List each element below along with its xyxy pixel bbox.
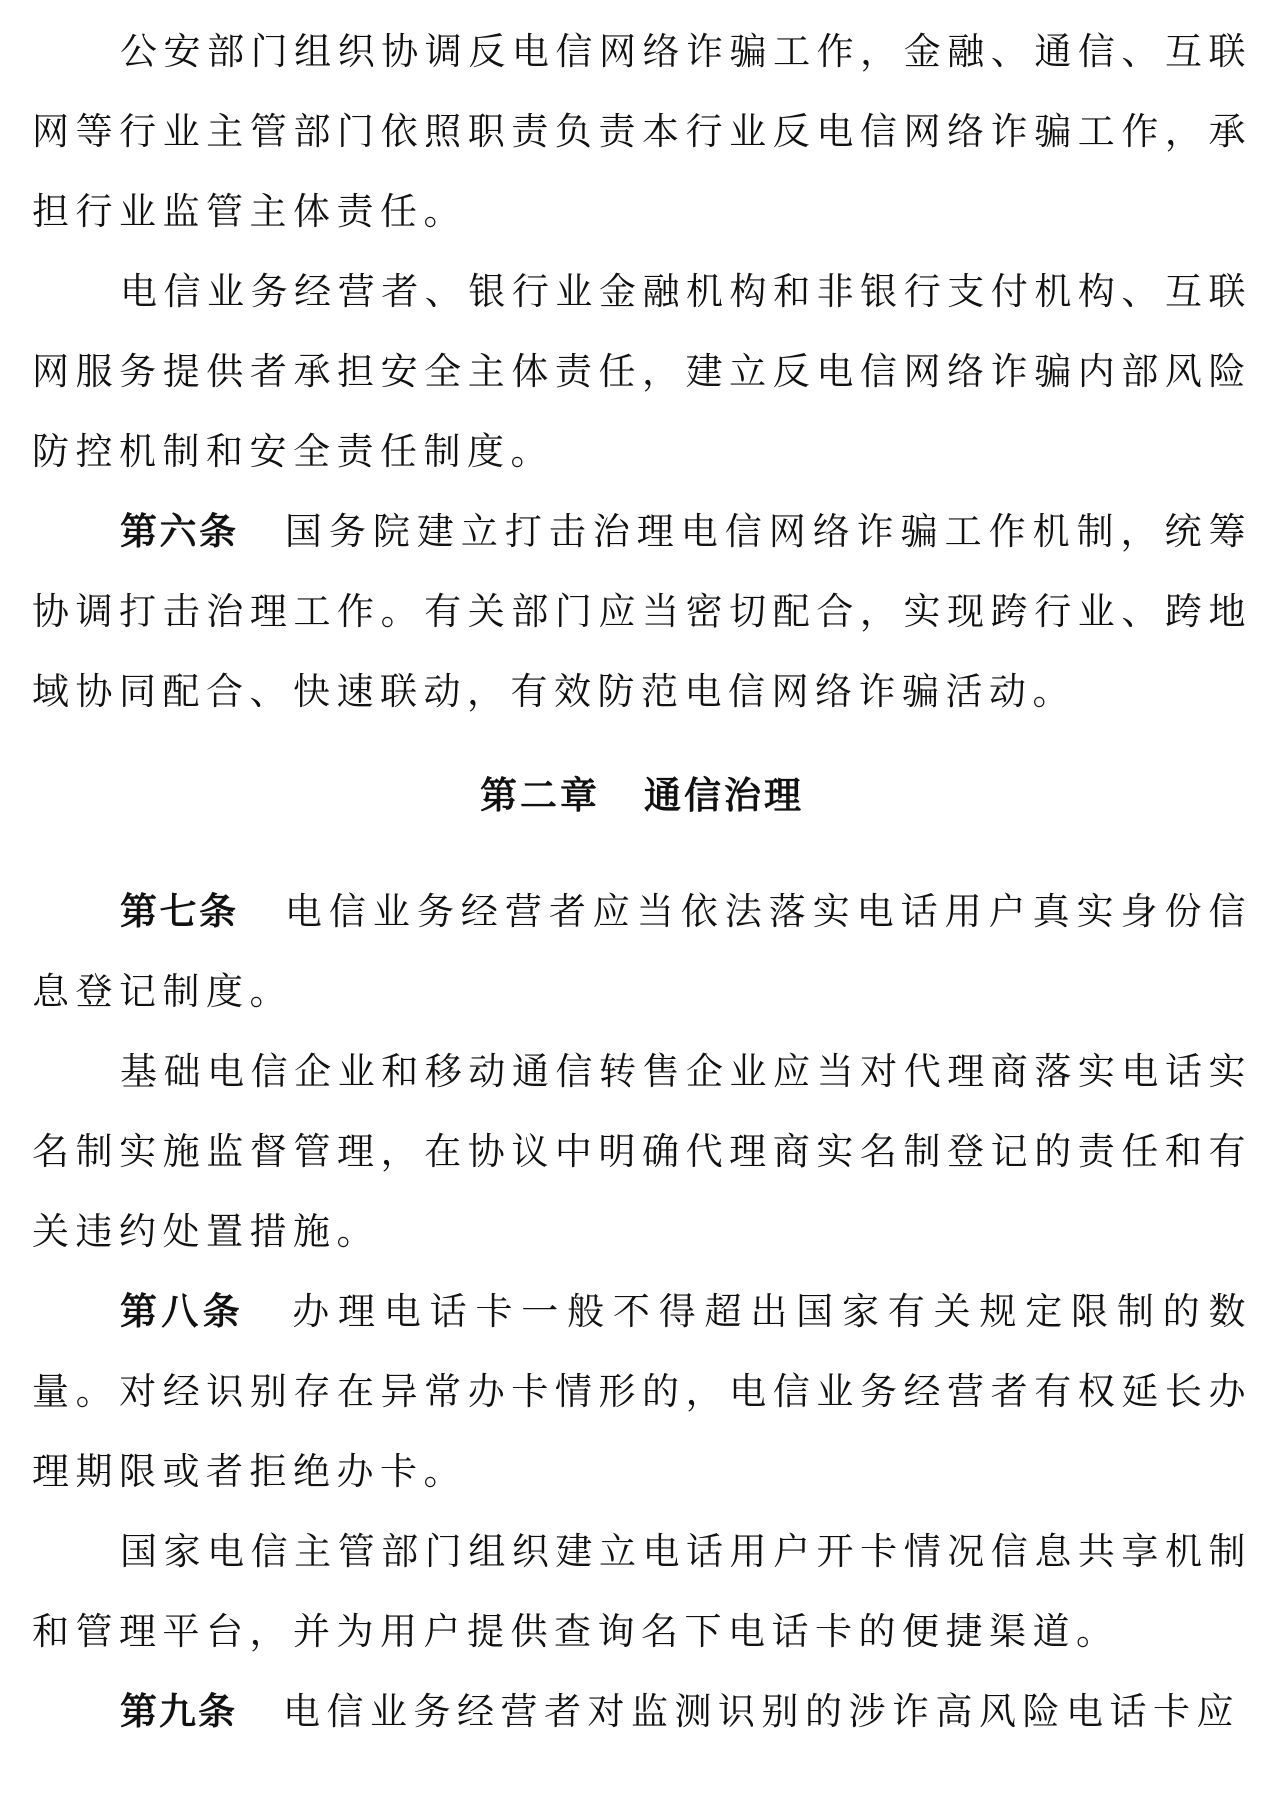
paragraph-text: 基础电信企业和移动通信转售企业应当对代理商落实电话实名制实施监督管理，在协议中明确代理商实名制登记的责任和有关违约处置措施。 <box>32 1050 1252 1253</box>
paragraph <box>32 12 1252 252</box>
chapter-heading <box>32 756 1252 836</box>
paragraph-text: 电信业务经营者应当依法落实电话用户真实身份信息登记制度。 <box>32 890 1253 1013</box>
paragraph-text: 电信业务经营者、银行业金融机构和非银行支付机构、互联网服务提供者承担安全主体责任，建立反电信网络诈骗内部风险防控机制和安全责任制度。 <box>32 270 1252 473</box>
article-paragraph <box>32 872 1252 1032</box>
paragraph <box>32 252 1252 492</box>
paragraph <box>32 1032 1252 1272</box>
paragraph-text: 国务院建立打击治理电信网络诈骗工作机制，统筹协调打击治理工作。有关部门应当密切配合，实现跨行业、跨地域协同配合、快速联动，有效防范电信网络诈骗活动。 <box>32 510 1253 713</box>
chapter-title: 通信治理 <box>644 774 804 817</box>
article-number: 第七条 <box>120 890 239 933</box>
chapter-number: 第二章 <box>480 774 600 817</box>
paragraph <box>32 1512 1252 1672</box>
document-page <box>32 0 1252 1752</box>
article-paragraph <box>32 1272 1252 1512</box>
paragraph-text: 办理电话卡一般不得超出国家有关规定限制的数量。对经识别存在异常办卡情形的，电信业务经营者有权延长办理期限或者拒绝办卡。 <box>32 1290 1252 1493</box>
article-paragraph <box>32 492 1252 732</box>
paragraph-text: 公安部门组织协调反电信网络诈骗工作，金融、通信、互联网等行业主管部门依照职责负责本行业反电信网络诈骗工作，承担行业监管主体责任。 <box>32 30 1252 233</box>
article-paragraph <box>32 1672 1252 1752</box>
article-number: 第六条 <box>120 510 239 553</box>
paragraph-text: 国家电信主管部门组织建立电话用户开卡情况信息共享机制和管理平台，并为用户提供查询名下电话卡的便捷渠道。 <box>32 1530 1252 1653</box>
article-number: 第八条 <box>120 1290 244 1333</box>
article-number: 第九条 <box>120 1690 237 1733</box>
paragraph-text: 电信业务经营者对监测识别的涉诈高风险电话卡应 <box>283 1690 1240 1733</box>
